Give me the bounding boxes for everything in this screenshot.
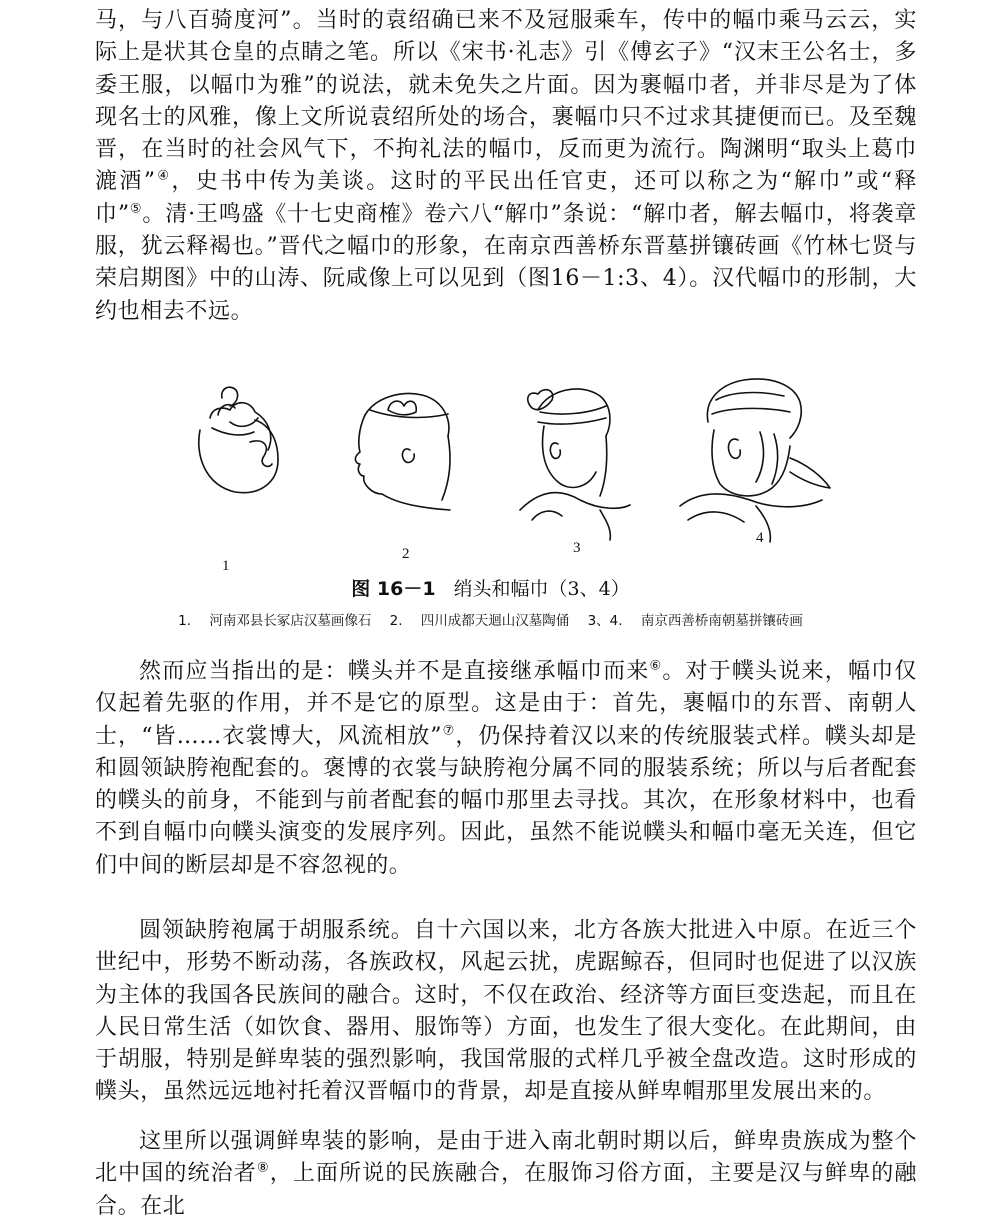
footnote-ref: ⑦ xyxy=(442,723,456,739)
paragraph-4 xyxy=(95,1126,917,1223)
paragraph-4-text-cont: ，上面所说的民族融合，在服饰习俗方面，主要是汉与鲜卑的融合。在北 xyxy=(95,1161,917,1219)
footnote-ref: ④ xyxy=(155,169,172,185)
figure-number: 2 xyxy=(402,546,410,562)
paragraph-1-text-cont: ，史书中传为美谈。这时的平民出任官吏，还可以称之为“解巾”或“释巾” xyxy=(95,169,917,227)
paragraph-1-text: 马，与八百骑度河”。当时的袁绍确已来不及冠服乘车，传中的幅巾乘马云云，实际上是状其仓皇的点睛之笔。所以《宋书·礼志》引《傅玄子》“汉末王公名士，多委王服，以幅巾为雅”的说法，就未免失之片面。因为裹幅巾者，并非尽是为了体现名士的风雅，像上文所说袁绍所处的场合，裹幅巾只不过求其捷便而已。及至魏晋，在当时的社会风气下，不拘礼法的幅巾，反而更为流行。陶渊明“取头上葛巾漉酒” xyxy=(95,8,917,195)
footnote-ref: ⑤ xyxy=(129,201,143,217)
paragraph-1 xyxy=(95,5,917,328)
paragraph-2-text-cont2: ，仍保持着汉以来的传统服装式样。幞头却是和圆领缺胯袍配套的。褒博的衣裳与缺胯袍分属不同的服装系统；所以与后者配套的幞头的前身，不能到与前者配套的幅巾那里去寻找。其次，在形象材料中，也看不到自幅巾向幞头演变的发展序列。因此，虽然不能说幞头和幅巾毫无关连，但它们中间的断层却是不容忽视的。 xyxy=(95,723,917,878)
figure-4-drawing xyxy=(680,379,830,542)
figure-source-note: 1. 河南邓县长冢店汉墓画像石 2. 四川成都天迴山汉墓陶俑 3、4. 南京西善桥南朝墓拼镶砖画 xyxy=(178,613,803,629)
figure-caption-label: 图 16－1 xyxy=(351,578,436,600)
figure-number: 4 xyxy=(756,530,764,546)
paragraph-1-text-cont2: 。清·王鸣盛《十七史商榷》卷六八“解巾”条说：“解巾者，解去幅巾，将袭章服，犹云释褐也。”晋代之幅巾的形象，在南京西善桥东晋墓拼镶砖画《竹林七贤与荣启期图》中的山涛、阮咸像上可以见到（图16－1:3、4）。汉代幅巾的形制，大约也相去不远。 xyxy=(95,201,917,324)
footnote-ref: ⑧ xyxy=(256,1160,270,1176)
figure-number: 3 xyxy=(573,540,581,556)
paragraph-2 xyxy=(95,656,917,882)
figure-3-drawing xyxy=(520,389,630,540)
figure-caption-text: 绡头和幅巾（3、4） xyxy=(453,578,630,600)
figure-1-drawing xyxy=(199,387,278,493)
figure-2-drawing xyxy=(355,394,450,510)
figure-caption xyxy=(0,574,981,601)
figure-number: 1 xyxy=(222,558,230,574)
paragraph-3: 圆领缺胯袍属于胡服系统。自十六国以来，北方各族大批进入中原。在近三个世纪中，形势不断动荡，各族政权，风起云扰，虎踞鲸吞，但同时也促进了以汉族为主体的我国各民族间的融合。这时，不仅在政治、经济等方面巨变迭起，而且在人民日常生活（如饮食、器用、服饰等）方面，也发生了很大变化。在此期间，由于胡服，特别是鲜卑装的强烈影响，我国常服的式样几乎被全盘改造。这时形成的幞头，虽然远远地衬托着汉晋幅巾的背景，却是直接从鲜卑帽那里发展出来的。 xyxy=(95,918,917,1105)
figure-16-1 xyxy=(160,360,840,574)
headwear-illustration xyxy=(160,360,840,570)
paragraph-4-text: 这里所以强调鲜卑装的影响，是由于进入南北朝时期以后，鲜卑贵族成为整个北中国的统治者 xyxy=(95,1129,917,1187)
footnote-ref: ⑥ xyxy=(649,658,663,674)
paragraph-2-text: 然而应当指出的是：幞头并不是直接继承幅巾而来 xyxy=(139,659,650,684)
paragraph-2-text-cont: 。对于幞头说来，幅巾仅仅起着先驱的作用，并不是它的原型。这是由于：首先，裹幅巾的东晋、南朝人士，“皆……衣裳博大，风流相放” xyxy=(95,659,917,749)
